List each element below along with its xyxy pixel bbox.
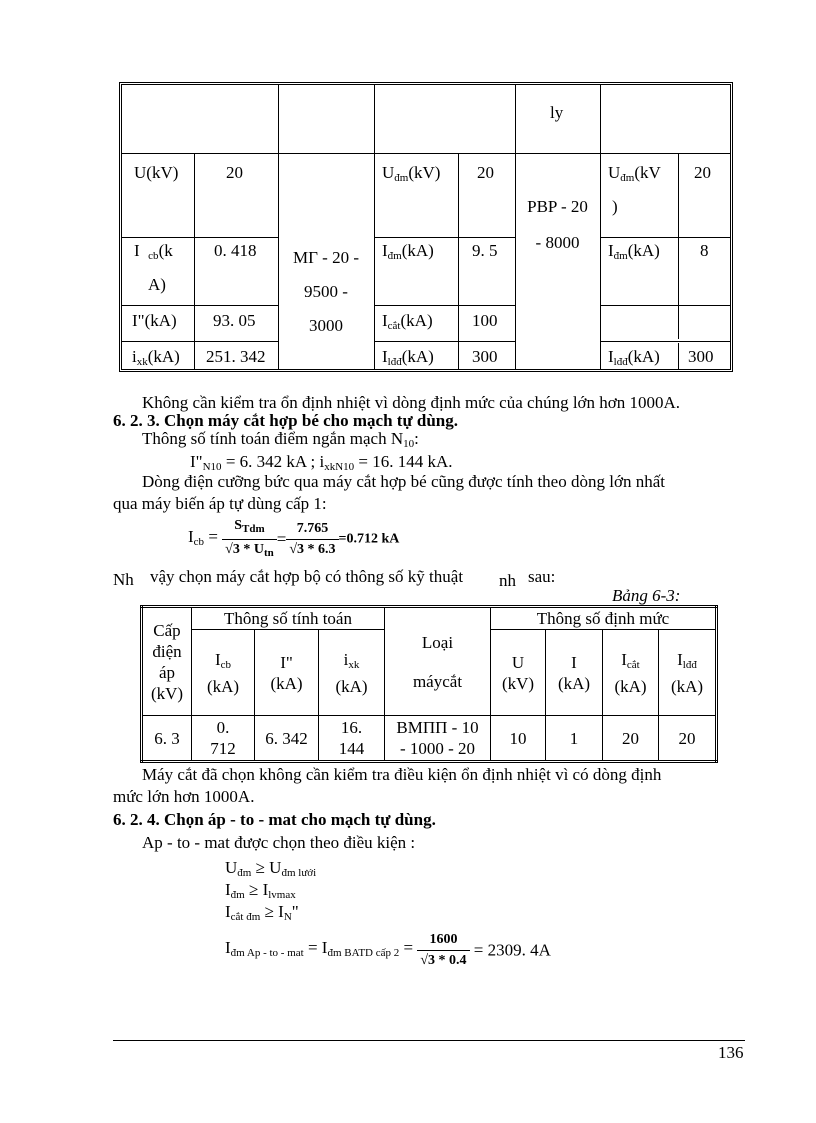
condition-idm: $I_{đm} \ge I_{lvmax}$ [225, 880, 296, 901]
table-caption: Bảng 6-3: [612, 586, 681, 605]
table-hline [374, 341, 515, 342]
label-u-kv: U(kV) [134, 163, 179, 182]
header-ixk: $i_{xk}$ (kA) [319, 630, 385, 716]
header-cap: Cấp điện áp (kV) [142, 607, 192, 716]
paragraph: Không cần kiểm tra ổn định nhiệt vì dòng định mức của chúng lớn hơn 1000A. [142, 393, 681, 412]
table-hline [600, 305, 730, 306]
cell-ildd: 20 [659, 716, 717, 762]
value-idm: 9. 5 [472, 241, 498, 260]
cell-ixk: 16. 144 [319, 716, 385, 762]
breaker-type [278, 241, 374, 343]
section-heading: 6. 2. 3. Chọn máy cắt hợp bé cho mạch tự dùng. [113, 411, 459, 430]
table-hline [122, 305, 278, 306]
cell-u: 10 [491, 716, 546, 762]
label-ixk: $i_{xk}(kA)$ [132, 347, 180, 368]
paragraph: Ap - to - mat được chọn theo điều kiện : [142, 833, 416, 852]
value-icb: 0. 418 [214, 241, 257, 260]
fraction: $\frac{1600}{√3 * 0.4}$ [417, 930, 469, 971]
value-i2: 93. 05 [213, 311, 256, 330]
label-udm: $U_{đm}(kV)$ [382, 163, 441, 184]
table-hline [374, 237, 515, 238]
disconnector-type-line: PBP - 20 [527, 197, 588, 216]
label-ildd: $I_{lđđ}(kA)$ [382, 347, 434, 368]
cell-icb: 0. 712 [192, 716, 255, 762]
paragraph: sau: [528, 567, 556, 586]
paragraph: mức lớn hơn 1000A. [113, 787, 255, 806]
cell-icat: 20 [603, 716, 659, 762]
label-idm2: $I_{đm}(kA)$ [608, 241, 660, 262]
table-hline [122, 153, 730, 154]
breaker-type-line: MГ - 20 - [292, 248, 360, 267]
label-udm2: $U_{đm}(kV$ [608, 163, 661, 184]
cell-i2: 6. 342 [255, 716, 319, 762]
cell-text: ly [550, 103, 564, 122]
paragraph: qua máy biến áp tự dùng cấp 1: [113, 494, 327, 513]
paragraph: Dòng điện cưỡng bức qua máy cắt hợp bé cũng được tính theo dòng lớn nhất [142, 472, 665, 491]
disconnector-type-line: - 8000 [535, 233, 580, 252]
header-i2: I" (kA) [255, 630, 319, 716]
header-type: Loại máycắt [385, 607, 491, 716]
breaker-spec-table [140, 605, 718, 763]
breaker-type-line: 9500 - [304, 282, 348, 301]
table-hline [374, 305, 515, 306]
label-i2: I"(kA) [132, 311, 177, 330]
cell-i: 1 [546, 716, 603, 762]
header-ildd: $I_{lđđ}$ (kA) [659, 630, 717, 716]
page-number: 136 [718, 1043, 744, 1062]
paragraph: nh [499, 571, 516, 590]
label-idm: $I_{đm}(kA)$ [382, 241, 434, 262]
label-icb: I $_{cb}$(k [134, 241, 173, 262]
formula-idm-aptomat: $I_{đm Ap - to - mat} = I_{đm BATD cấp 2}$ = $\frac{1600}{√3 * 0.4}$ = 2309. 4A [225, 930, 551, 971]
disconnector-type [515, 189, 600, 261]
table-hline [600, 237, 730, 238]
value-udm: 20 [477, 163, 494, 182]
value-ildd2: 300 [688, 347, 714, 366]
table-vline [374, 85, 375, 369]
header-rated: Thông số định mức [491, 607, 717, 630]
cell-cap: 6. 3 [142, 716, 192, 762]
cell-type: BMПП - 10 - 1000 - 20 [385, 716, 491, 762]
footer-divider [113, 1040, 745, 1041]
value-u-kv: 20 [226, 163, 243, 182]
condition-icat: $I_{cắt đm} \ge I_N$" [225, 902, 299, 923]
fraction: $\frac{7.765}{√3 * 6.3}$ [286, 519, 338, 560]
value-icat: 100 [472, 311, 498, 330]
header-icat: $I_{cắt}$ (kA) [603, 630, 659, 716]
paragraph: vậy chọn máy cắt hợp bộ có thông số kỹ thuật [150, 567, 464, 586]
formula-icb: $I_{cb}$ = $\frac{S_{Tdm}}{√3 * U_{tn}}$ = $\frac{7.765}{√3 * 6.3}$ =0.712 kA [188, 516, 399, 563]
section-heading: 6. 2. 4. Chọn áp - to - mat cho mạch tự dùng. [113, 810, 436, 829]
table-hline [600, 341, 730, 342]
header-i: I (kA) [546, 630, 603, 716]
paragraph: Máy cắt đã chọn không cần kiểm tra điều kiện ổn định nhiệt vì có dòng định [142, 765, 662, 784]
paragraph: $I"_{N10} = 6$. 342 kA ; $i_{xkN10} = 16$. 144 kA. [190, 452, 453, 473]
condition-udm: $U_{đm} \ge U_{đm lưới}$ [225, 858, 317, 879]
value-ixk: 251. 342 [206, 347, 266, 366]
table-vline [600, 85, 601, 369]
paragraph: Nh [113, 570, 134, 589]
header-icb: $I_{cb}$ (kA) [192, 630, 255, 716]
label-icb-unit: A) [148, 275, 166, 294]
table-hline [122, 341, 278, 342]
value-udm2: 20 [694, 163, 711, 182]
table-vline [458, 153, 459, 369]
header-u: U (kV) [491, 630, 546, 716]
table-hline [122, 237, 278, 238]
table-vline [678, 153, 679, 339]
paragraph: Thông số tính toán điểm ngắn mạch $N_{10}$: [142, 429, 419, 450]
label-icat: $I_{cắt}(kA)$ [382, 311, 433, 332]
breaker-type-line: 3000 [309, 316, 343, 335]
value-idm2: 8 [700, 241, 709, 260]
label-udm2-close: ) [612, 197, 618, 216]
label-ildd2: $I_{lđđ}(kA)$ [608, 347, 660, 368]
header-calc: Thông số tính toán [192, 607, 385, 630]
fraction: $\frac{S_{Tdm}}{√3 * U_{tn}}$ [222, 516, 277, 563]
table-vline [194, 153, 195, 369]
table-vline [678, 343, 679, 369]
value-ildd: 300 [472, 347, 498, 366]
table-row [142, 716, 717, 762]
breaker-comparison-table [119, 82, 733, 372]
